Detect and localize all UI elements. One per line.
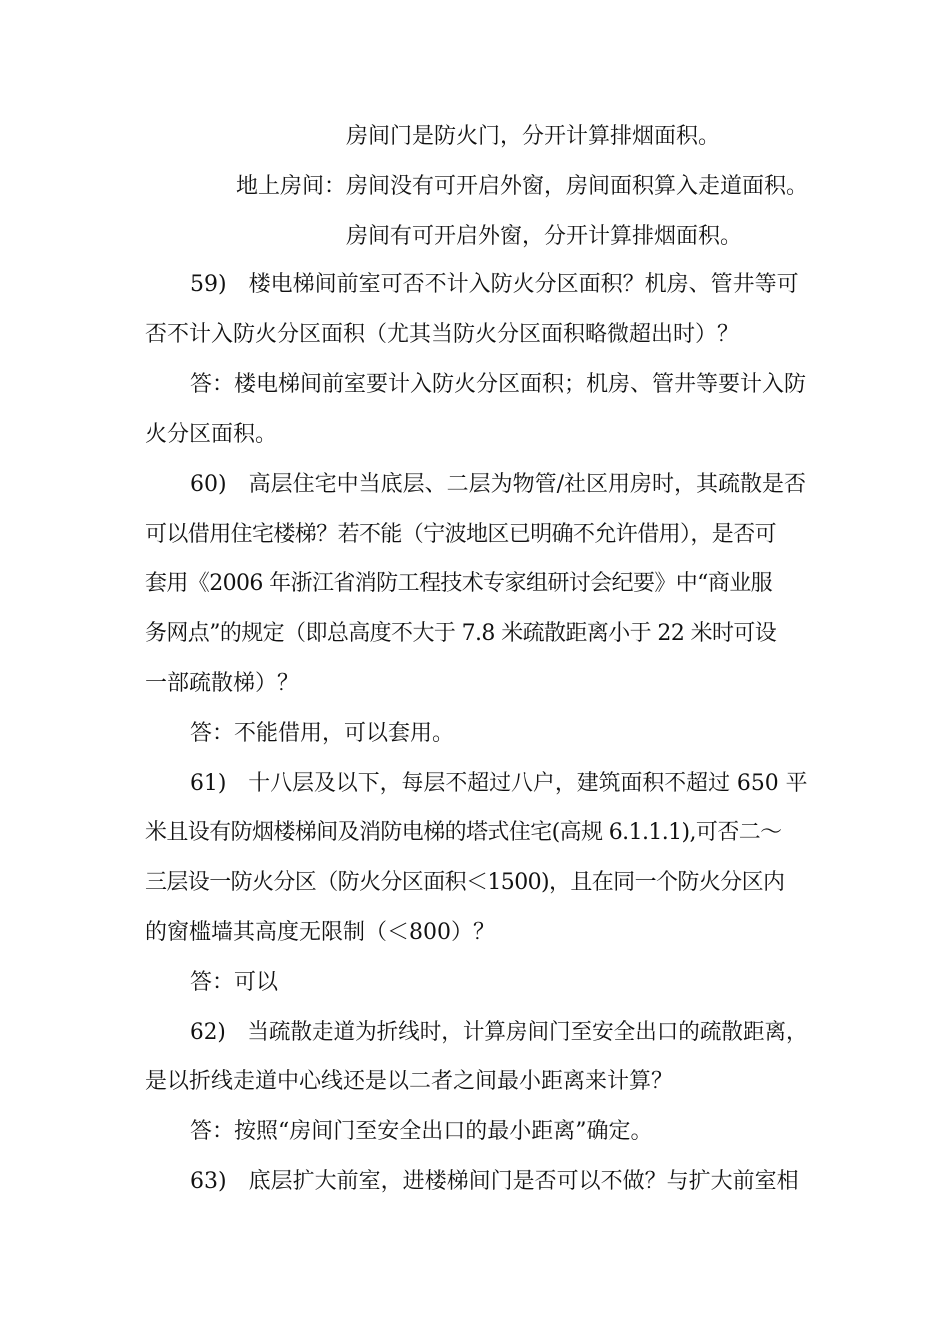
text-line: 房间门是防火门，分开计算排烟面积。 bbox=[346, 124, 721, 149]
text-line: 地上房间：房间没有可开启外窗，房间面积算入走道面积。 bbox=[236, 174, 809, 199]
text-line: 答：可以 bbox=[190, 970, 279, 995]
text-line: 火分区面积。 bbox=[145, 422, 278, 447]
text-line: 63) 底层扩大前室，进楼梯间门是否可以不做？与扩大前室相 bbox=[190, 1169, 799, 1194]
text-line: 可以借用住宅楼梯？若不能（宁波地区已明确不允许借用），是否可 bbox=[145, 522, 777, 547]
text-line: 套用《2006 年浙江省消防工程技术专家组研讨会纪要》中“商业服 bbox=[145, 571, 773, 596]
text-line: 62) 当疏散走道为折线时，计算房间门至安全出口的疏散距离， bbox=[190, 1020, 808, 1045]
text-line: 务网点”的规定（即总高度不大于 7.8 米疏散距离小于 22 米时可设 bbox=[145, 621, 777, 646]
text-line: 60) 高层住宅中当底层、二层为物管/社区用房时，其疏散是否 bbox=[190, 472, 806, 497]
text-line: 是以折线走道中心线还是以二者之间最小距离来计算？ bbox=[145, 1069, 674, 1094]
text-line: 三层设一防火分区（防火分区面积＜1500)，且在同一个防火分区内 bbox=[145, 870, 785, 895]
text-line: 一部疏散梯）？ bbox=[145, 671, 300, 696]
text-line: 答：按照“房间门至安全出口的最小距离”确定。 bbox=[190, 1119, 653, 1144]
text-line: 答：不能借用，可以套用。 bbox=[190, 721, 455, 746]
text-line: 61) 十八层及以下，每层不超过八户，建筑面积不超过 650 平 bbox=[190, 771, 808, 796]
text-line: 答：楼电梯间前室要计入防火分区面积；机房、管井等要计入防 bbox=[190, 372, 807, 397]
text-line: 否不计入防火分区面积（尤其当防火分区面积略微超出时）？ bbox=[145, 322, 740, 347]
text-line: 米且设有防烟楼梯间及消防电梯的塔式住宅(高规 6.1.1.1),可否二～ bbox=[145, 820, 782, 845]
text-line: 的窗槛墙其高度无限制（＜800）？ bbox=[145, 920, 495, 945]
text-line: 房间有可开启外窗，分开计算排烟面积。 bbox=[346, 224, 743, 249]
text-line: 59) 楼电梯间前室可否不计入防火分区面积？机房、管井等可 bbox=[190, 272, 799, 297]
